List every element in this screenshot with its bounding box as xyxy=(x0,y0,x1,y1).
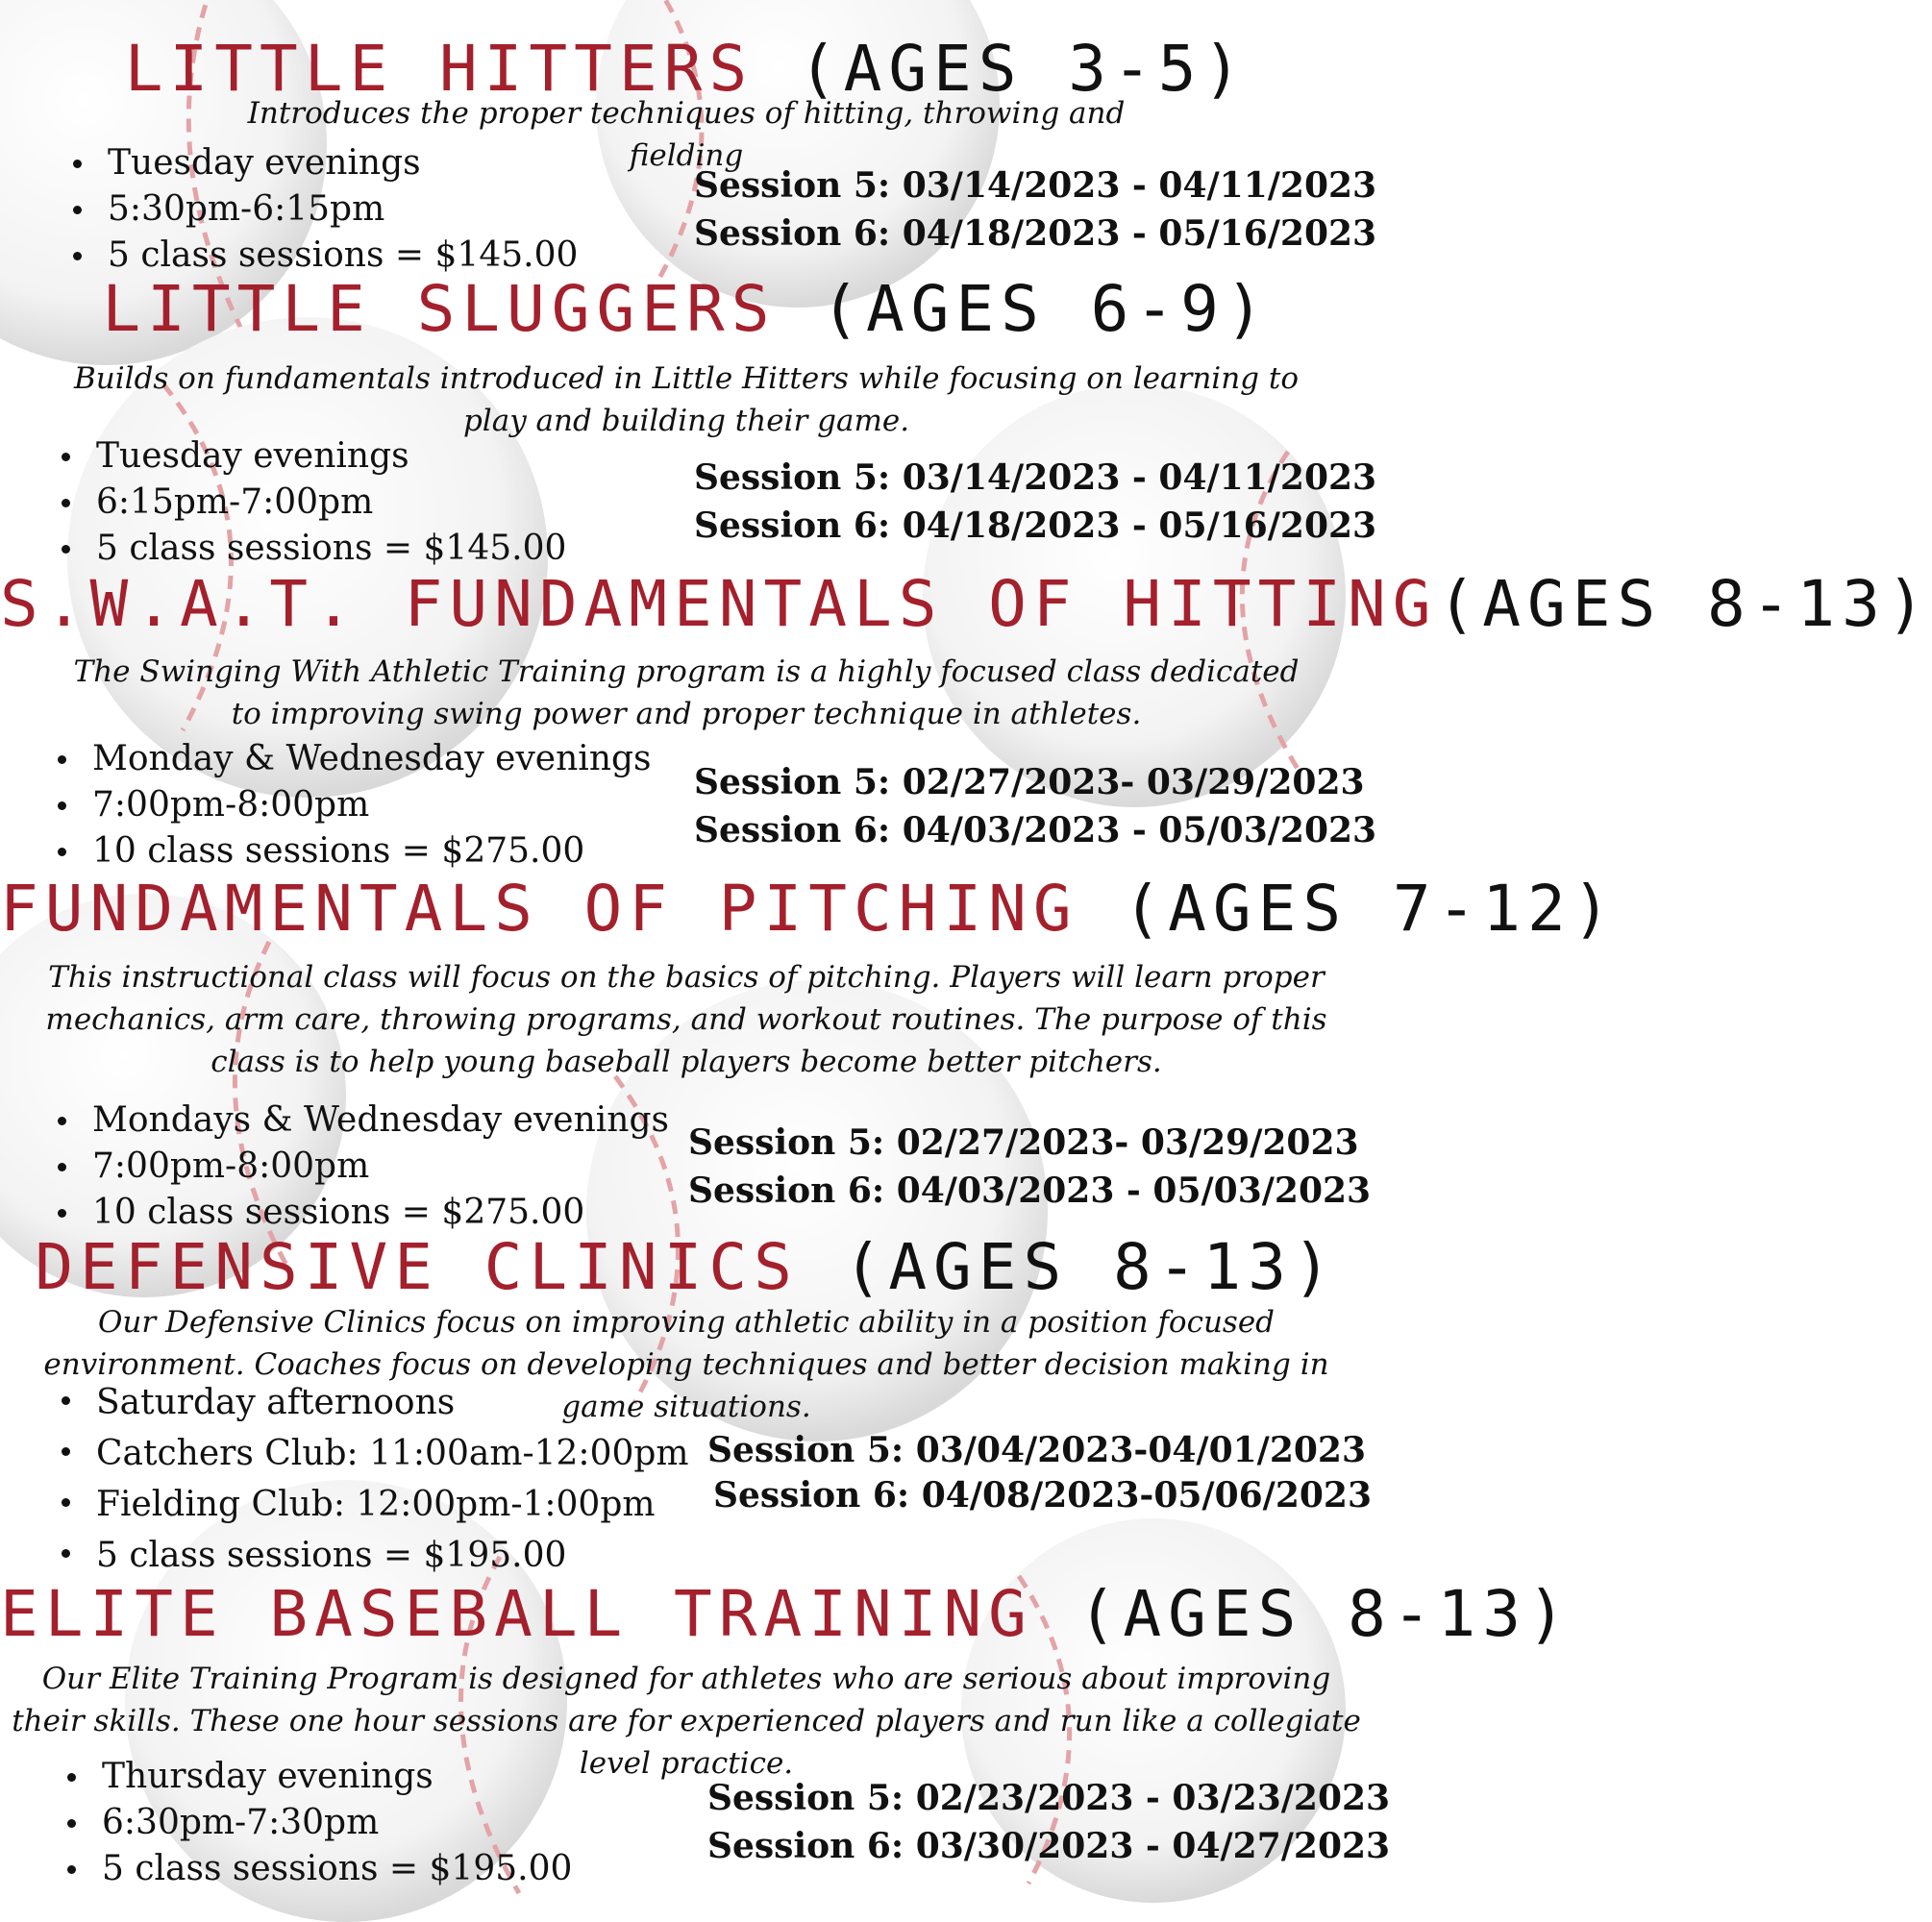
program-details xyxy=(48,433,566,572)
program-details xyxy=(60,140,578,279)
session-dates: Session 5: 02/27/2023- 03/29/2023 xyxy=(694,762,1365,802)
list-item: 5 class sessions = $145.00 xyxy=(108,233,578,279)
list-item: Tuesday evenings xyxy=(96,433,566,480)
list-item: Tuesday evenings xyxy=(108,140,578,186)
program-name: S.W.A.T. FUNDAMENTALS OF HITTING xyxy=(0,567,1438,641)
list-item: 5:30pm-6:15pm xyxy=(108,186,578,233)
session-dates: Session 6: 04/03/2023 - 05/03/2023 xyxy=(694,810,1377,850)
program-details xyxy=(54,1754,572,1892)
list-item: Catchers Club: 11:00am-12:00pm xyxy=(96,1428,689,1479)
program-title xyxy=(0,272,1373,346)
program-sessions xyxy=(694,161,1376,258)
session-dates: Session 5: 03/14/2023 - 04/11/2023 xyxy=(694,165,1377,206)
list-item: 7:00pm-8:00pm xyxy=(92,782,652,828)
list-item: 10 class sessions = $275.00 xyxy=(92,828,652,875)
program-name: LITTLE HITTERS xyxy=(124,32,755,106)
program-ages: (AGES 7-12) xyxy=(1123,872,1618,946)
list-item: Fielding Club: 12:00pm-1:00pm xyxy=(96,1479,689,1530)
program-ages: (AGES 8-13) xyxy=(1437,567,1932,641)
program-name: ELITE BASEBALL TRAINING xyxy=(0,1577,1033,1651)
program-details xyxy=(44,736,652,875)
list-item: 10 class sessions = $275.00 xyxy=(92,1190,669,1236)
program-sessions xyxy=(707,1774,1390,1870)
session-dates: Session 5: 03/04/2023-04/01/2023 xyxy=(707,1430,1367,1470)
program-sessions xyxy=(707,1428,1372,1518)
list-item: Thursday evenings xyxy=(102,1754,572,1800)
program-name: DEFENSIVE CLINICS xyxy=(35,1230,799,1304)
list-item: 5 class sessions = $195.00 xyxy=(96,1530,689,1581)
program-description: Our Elite Training Program is designed for athletes who are serious about improving their skills. These one hour sessions are for experienced players and run like a collegiate level practice. xyxy=(12,1662,1361,1781)
list-item: 5 class sessions = $145.00 xyxy=(96,526,566,572)
session-dates: Session 5: 02/27/2023- 03/29/2023 xyxy=(688,1122,1359,1163)
program-ages: (AGES 3-5) xyxy=(798,32,1249,106)
program-description: This instructional class will focus on the basics of pitching. Players will learn proper mechanics, arm care, throwing programs, and workout routines. The purpose of this class is to help young baseball players become better pitchers. xyxy=(45,960,1327,1079)
program-title xyxy=(0,1577,1573,1651)
program-ages: (AGES 8-13) xyxy=(1077,1577,1573,1651)
list-item: Mondays & Wednesday evenings xyxy=(92,1097,669,1144)
session-dates: Session 6: 04/08/2023-05/06/2023 xyxy=(713,1475,1373,1515)
program-title xyxy=(0,872,1618,946)
list-item: Saturday afternoons xyxy=(96,1377,689,1428)
program-description: Our Defensive Clinics focus on improving athletic ability in a position focused environment. Coaches focus on developing techniques and better decision making in game situations. xyxy=(43,1305,1329,1424)
program-title xyxy=(0,1230,1373,1304)
program-sessions xyxy=(694,758,1376,854)
program-details xyxy=(44,1097,669,1236)
program-details xyxy=(48,1377,689,1581)
session-dates: Session 6: 03/30/2023 - 04/27/2023 xyxy=(707,1826,1391,1866)
program-sessions xyxy=(694,454,1376,550)
session-dates: Session 6: 04/03/2023 - 05/03/2023 xyxy=(688,1170,1372,1211)
list-item: 6:15pm-7:00pm xyxy=(96,480,566,526)
program-name: FUNDAMENTALS OF PITCHING xyxy=(0,872,1078,946)
program-description: Builds on fundamentals introduced in Little Hitters while focusing on learning to play and building their game. xyxy=(74,361,1299,438)
session-dates: Session 6: 04/18/2023 - 05/16/2023 xyxy=(694,505,1377,546)
program-description: Introduces the proper techniques of hitting, throwing and fielding xyxy=(247,96,1126,173)
program-title xyxy=(0,567,1932,641)
session-dates: Session 6: 04/18/2023 - 05/16/2023 xyxy=(694,213,1377,254)
list-item: 7:00pm-8:00pm xyxy=(92,1144,669,1190)
program-name: LITTLE SLUGGERS xyxy=(102,272,777,346)
session-dates: Session 5: 02/23/2023 - 03/23/2023 xyxy=(707,1778,1391,1818)
list-item: Monday & Wednesday evenings xyxy=(92,736,652,782)
list-item: 6:30pm-7:30pm xyxy=(102,1800,572,1846)
program-description: The Swinging With Athletic Training program is a highly focused class dedicated to improving swing power and proper technique in athletes. xyxy=(73,654,1300,731)
session-dates: Session 5: 03/14/2023 - 04/11/2023 xyxy=(694,457,1377,498)
program-sessions xyxy=(688,1119,1371,1215)
program-ages: (AGES 6-9) xyxy=(821,272,1271,346)
list-item: 5 class sessions = $195.00 xyxy=(102,1846,572,1892)
program-ages: (AGES 8-13) xyxy=(843,1230,1338,1304)
